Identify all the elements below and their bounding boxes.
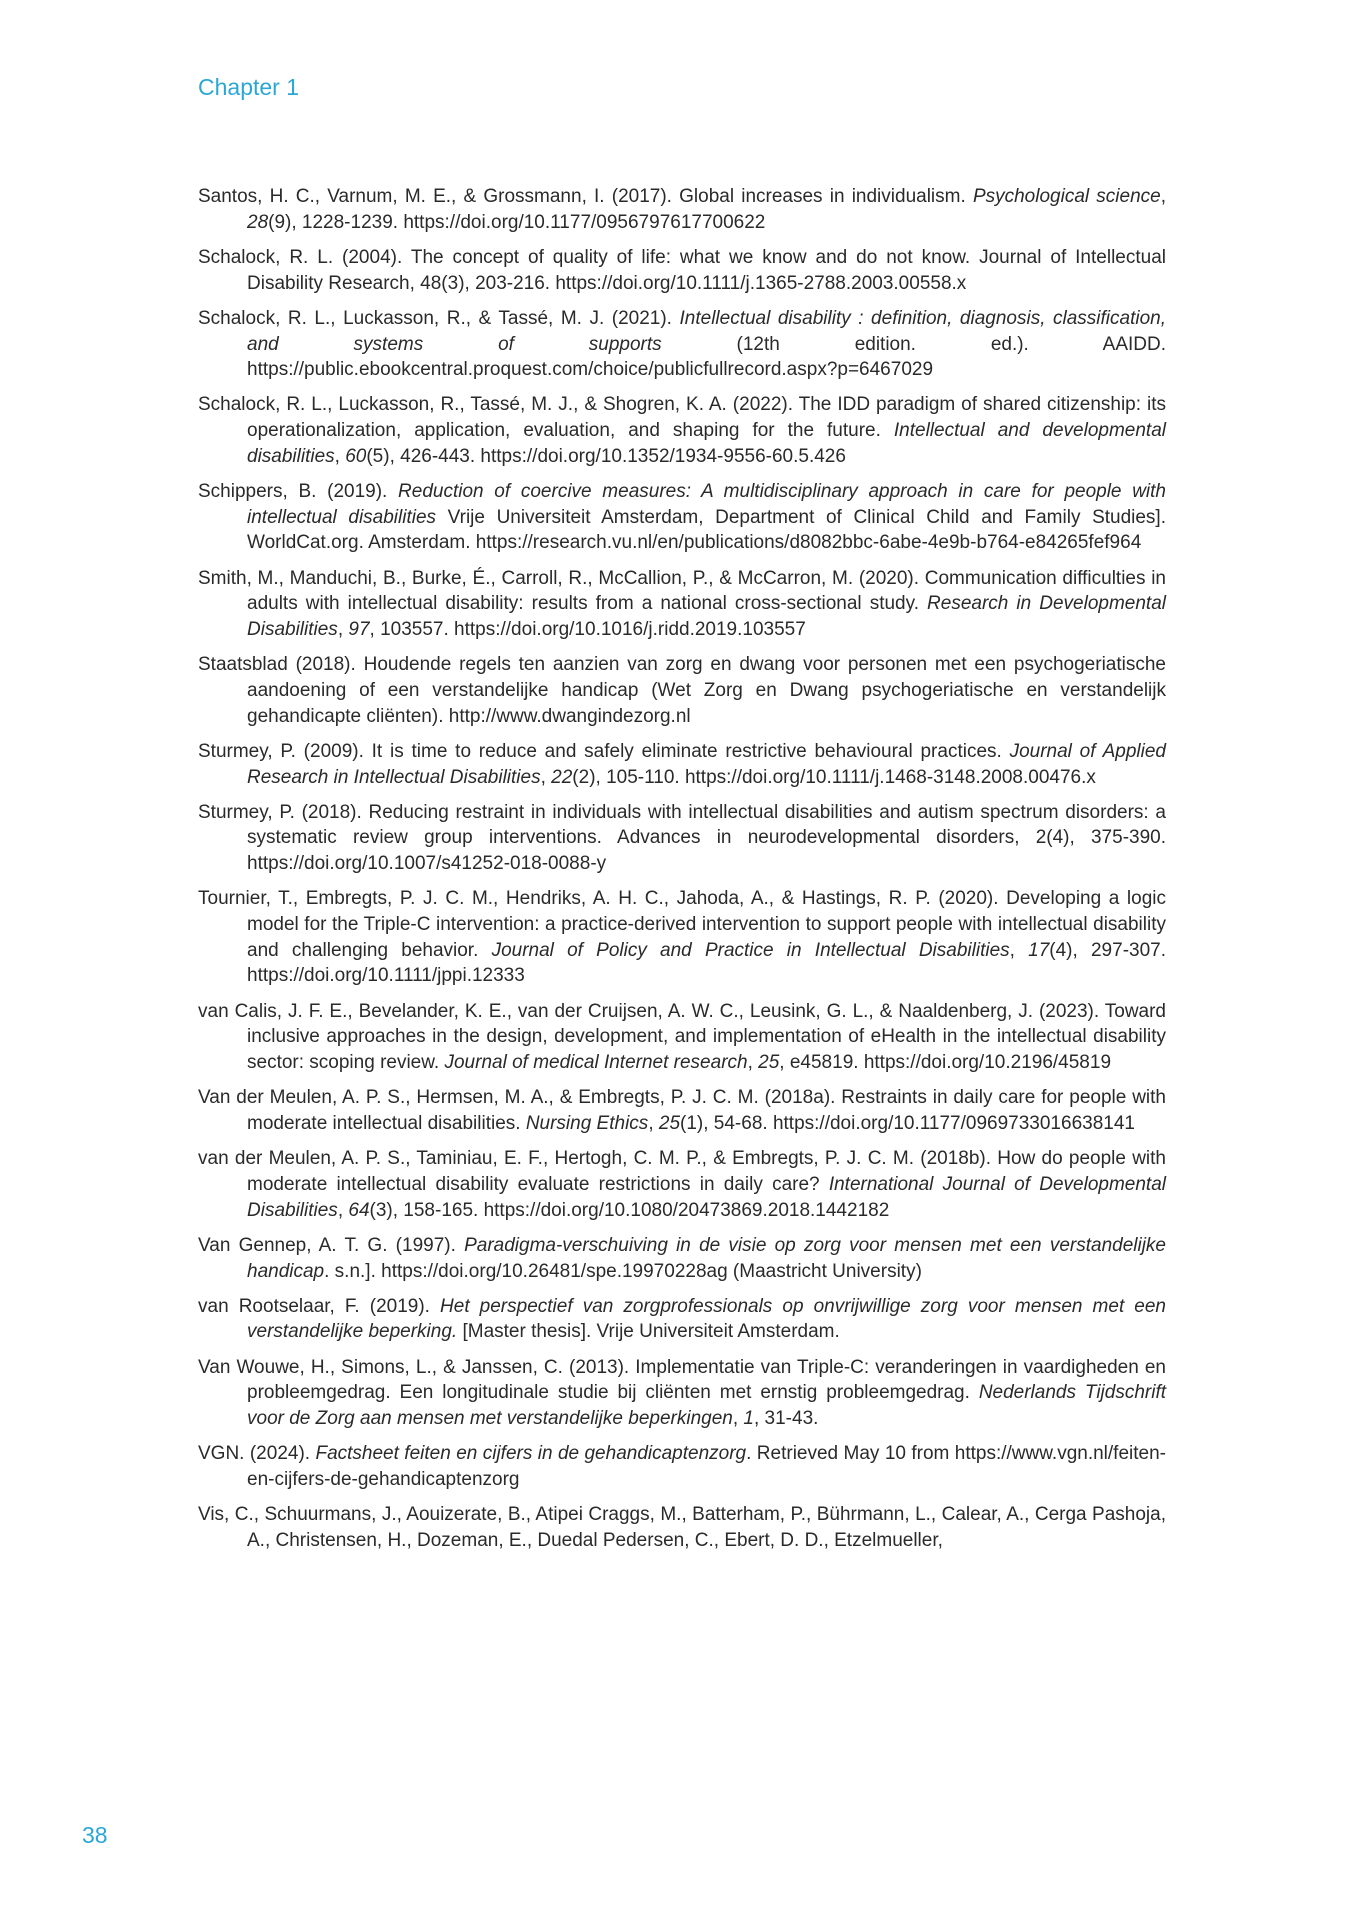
reference-text: , 103557. https://doi.org/10.1016/j.ridd.2019.103557 bbox=[369, 619, 806, 641]
reference-text: , bbox=[334, 445, 346, 467]
reference-text: , 31-43. bbox=[753, 1408, 819, 1430]
reference-text: Staatsblad (2018). Houdende regels ten aanzien van zorg en dwang voor personen met een psychogeriatische aandoening of een verstandelijke handicap (Wet Zorg en Dwang psychogeriatische en verstandelijk gehandicapte cliënten). http://www.dwangindezorg.nl bbox=[198, 654, 1166, 727]
reference-italic-text: Het perspectief van zorgprofessionals op onvrijwillige zorg voor mensen met een verstandelijke beperking. bbox=[247, 1295, 1166, 1343]
reference-text: (5), 426-443. https://doi.org/10.1352/1934-9556-60.5.426 bbox=[366, 445, 846, 467]
reference-entry bbox=[198, 306, 1166, 383]
reference-text: [Master thesis]. Vrije Universiteit Amsterdam. bbox=[457, 1321, 840, 1343]
reference-text: Sturmey, P. (2009). It is time to reduce and safely eliminate restrictive behavioural practices. bbox=[198, 740, 1010, 762]
reference-italic-text: 17 bbox=[1028, 939, 1050, 961]
reference-italic-text: Journal of Applied Research in Intellectual Disabilities bbox=[247, 740, 1166, 788]
reference-italic-text: Reduction of coercive measures: A multidisciplinary approach in care for people with intellectual disabilities bbox=[247, 481, 1166, 528]
reference-italic-text: Journal of medical Internet research bbox=[444, 1052, 748, 1074]
reference-italic-text: Research in Developmental Disabilities bbox=[247, 593, 1166, 641]
reference-italic-text: Nederlands Tijdschrift voor de Zorg aan mensen met verstandelijke beperkingen bbox=[247, 1382, 1167, 1430]
reference-text: Smith, M., Manduchi, B., Burke, É., Carroll, R., McCallion, P., & McCarron, M. (2020). Communication difficulties in adults with intellectual disability: results from a national cross-sectional study. bbox=[198, 567, 1166, 615]
reference-text: Sturmey, P. (2018). Reducing restraint in individuals with intellectual disabilities and autism spectrum disorders: a systematic review group interventions. Advances in neurodevelopmental disorders, 2(4), 375-390. https://doi.org/10.1007/s41252-018-0088-y bbox=[198, 801, 1166, 875]
reference-italic-text: 1 bbox=[743, 1408, 754, 1430]
reference-entry bbox=[198, 1146, 1166, 1223]
reference-italic-text: Intellectual disability : definition, diagnosis, classification, and systems of supports bbox=[247, 307, 1166, 355]
reference-text: Schalock, R. L., Luckasson, R., & Tassé, M. J. (2021). bbox=[198, 307, 680, 329]
reference-entry bbox=[198, 1085, 1166, 1136]
reference-entry bbox=[198, 1441, 1166, 1492]
reference-text: (1), 54-68. https://doi.org/10.1177/0969733016638141 bbox=[680, 1113, 1135, 1134]
reference-text: , bbox=[1009, 939, 1029, 961]
reference-text: Santos, H. C., Varnum, M. E., & Grossmann, I. (2017). Global increases in individualism. bbox=[198, 186, 973, 207]
reference-text: (2), 105-110. https://doi.org/10.1111/j.1468-3148.2008.00476.x bbox=[572, 766, 1096, 788]
reference-text: Van der Meulen, A. P. S., Hermsen, M. A., & Embregts, P. J. C. M. (2018a). Restraints in daily care for people with moderate intellectual disabilities. bbox=[198, 1087, 1166, 1134]
reference-italic-text: Journal of Policy and Practice in Intellectual Disabilities bbox=[491, 939, 1010, 961]
reference-entry bbox=[198, 652, 1166, 729]
reference-text: (4), 297-307. https://doi.org/10.1111/jppi.12333 bbox=[247, 939, 1166, 987]
reference-text: Tournier, T., Embregts, P. J. C. M., Hendriks, A. H. C., Jahoda, A., & Hastings, R. P. (2020). Developing a logic model for the Triple-C intervention: a practice-derived intervention to support people with intellectual disability and challenging behavior. bbox=[198, 888, 1166, 961]
reference-text: van Rootselaar, F. (2019). bbox=[198, 1295, 441, 1317]
reference-italic-text: 64 bbox=[348, 1199, 370, 1221]
reference-italic-text: International Journal of Developmental Disabilities bbox=[247, 1173, 1166, 1221]
reference-entry bbox=[198, 1233, 1166, 1284]
reference-text: , bbox=[337, 619, 349, 641]
reference-italic-text: 25 bbox=[758, 1052, 780, 1074]
reference-text: Schalock, R. L., Luckasson, R., Tassé, M. J., & Shogren, K. A. (2022). The IDD paradigm of shared citizenship: its operationalization, application, evaluation, and shaping for the future. bbox=[198, 394, 1166, 442]
reference-text: Schalock, R. L. (2004). The concept of quality of life: what we know and do not know. Journal of Intellectual Disability Research, 48(3), 203-216. https://doi.org/10.1111/j.1365-2788.2003.00558.x bbox=[198, 246, 1166, 294]
reference-text: (12th edition. ed.). AAIDD. https://public.ebookcentral.proquest.com/choice/publicfullrecord.aspx?p=6467029 bbox=[247, 333, 1166, 381]
reference-entry bbox=[198, 1502, 1166, 1553]
reference-text: , e45819. https://doi.org/10.2196/45819 bbox=[779, 1052, 1112, 1074]
reference-text: Vis, C., Schuurmans, J., Aouizerate, B., Atipei Craggs, M., Batterham, P., Bührmann, L., Calear, A., Cerga Pashoja, A., Christensen, H., Dozeman, E., Duedal Pedersen, C., Ebert, D. D., Etzelmueller, bbox=[198, 1504, 1166, 1551]
reference-entry bbox=[198, 245, 1166, 296]
reference-text: , bbox=[732, 1408, 744, 1430]
reference-italic-text: Nursing Ethics bbox=[525, 1113, 649, 1134]
reference-text: Schippers, B. (2019). bbox=[198, 481, 399, 503]
reference-text: van der Meulen, A. P. S., Taminiau, E. F., Hertogh, C. M. P., & Embregts, P. J. C. M. (2018b). How do people with moderate intellectual disability evaluate restrictions in daily care? bbox=[198, 1148, 1166, 1195]
reference-entry bbox=[198, 392, 1166, 469]
reference-italic-text: Intellectual and developmental disabilities bbox=[247, 420, 1166, 467]
reference-entry bbox=[198, 184, 1166, 235]
reference-entry bbox=[198, 1294, 1166, 1345]
reference-entry bbox=[198, 739, 1166, 790]
reference-italic-text: 25 bbox=[658, 1113, 681, 1134]
chapter-header: Chapter 1 bbox=[198, 74, 300, 100]
reference-text: (3), 158-165. https://doi.org/10.1080/20473869.2018.1442182 bbox=[369, 1199, 890, 1221]
reference-text: . Retrieved May 10 from https://www.vgn.nl/feiten-en-cijfers-de-gehandicaptenzorg bbox=[247, 1443, 1166, 1490]
reference-text: , bbox=[540, 766, 552, 788]
reference-italic-text: Psychological science bbox=[972, 186, 1161, 207]
reference-italic-text: Factsheet feiten en cijfers in de gehandicaptenzorg bbox=[315, 1443, 747, 1465]
reference-entry bbox=[198, 999, 1166, 1076]
reference-entry bbox=[198, 566, 1166, 643]
reference-text: Vrije Universiteit Amsterdam, Department of Clinical Child and Family Studies]. WorldCat.org. Amsterdam. https://research.vu.nl/en/publications/d8082bbc-6abe-4e9b-b764-e84265fef964 bbox=[247, 506, 1166, 554]
reference-italic-text: 97 bbox=[348, 619, 370, 641]
reference-text: van Calis, J. F. E., Bevelander, K. E., van der Cruijsen, A. W. C., Leusink, G. L., & Naaldenberg, J. (2023). Toward inclusive approaches in the design, development, and implementation of eHealth in the intellectual disability sector: scoping review. bbox=[198, 1000, 1166, 1074]
reference-text: Van Gennep, A. T. G. (1997). bbox=[198, 1234, 465, 1256]
reference-italic-text: 60 bbox=[345, 445, 367, 467]
reference-text: VGN. (2024). bbox=[198, 1443, 316, 1465]
reference-italic-text: 22 bbox=[551, 766, 573, 788]
reference-list bbox=[198, 184, 1166, 1563]
reference-text: (9), 1228-1239. https://doi.org/10.1177/0956797617700622 bbox=[268, 211, 766, 233]
reference-entry bbox=[198, 1355, 1166, 1432]
reference-entry bbox=[198, 479, 1166, 556]
reference-text: , bbox=[648, 1113, 659, 1134]
reference-text: , bbox=[747, 1052, 759, 1074]
reference-italic-text: Paradigma-verschuiving in de visie op zorg voor mensen met een verstandelijke handicap bbox=[247, 1234, 1166, 1282]
reference-entry bbox=[198, 886, 1166, 989]
reference-text: , bbox=[1160, 186, 1166, 207]
page-number: 38 bbox=[82, 1822, 108, 1848]
reference-text: . s.n.]. https://doi.org/10.26481/spe.19970228ag (Maastricht University) bbox=[324, 1260, 922, 1282]
reference-italic-text: 28 bbox=[247, 211, 269, 233]
reference-entry bbox=[198, 800, 1166, 877]
reference-text: , bbox=[337, 1199, 349, 1221]
reference-text: Van Wouwe, H., Simons, L., & Janssen, C. (2013). Implementatie van Triple-C: veranderingen in vaardigheden en probleemgedrag. Een longitudinale studie bij cliënten met ernstig probleemgedrag. bbox=[198, 1356, 1166, 1404]
